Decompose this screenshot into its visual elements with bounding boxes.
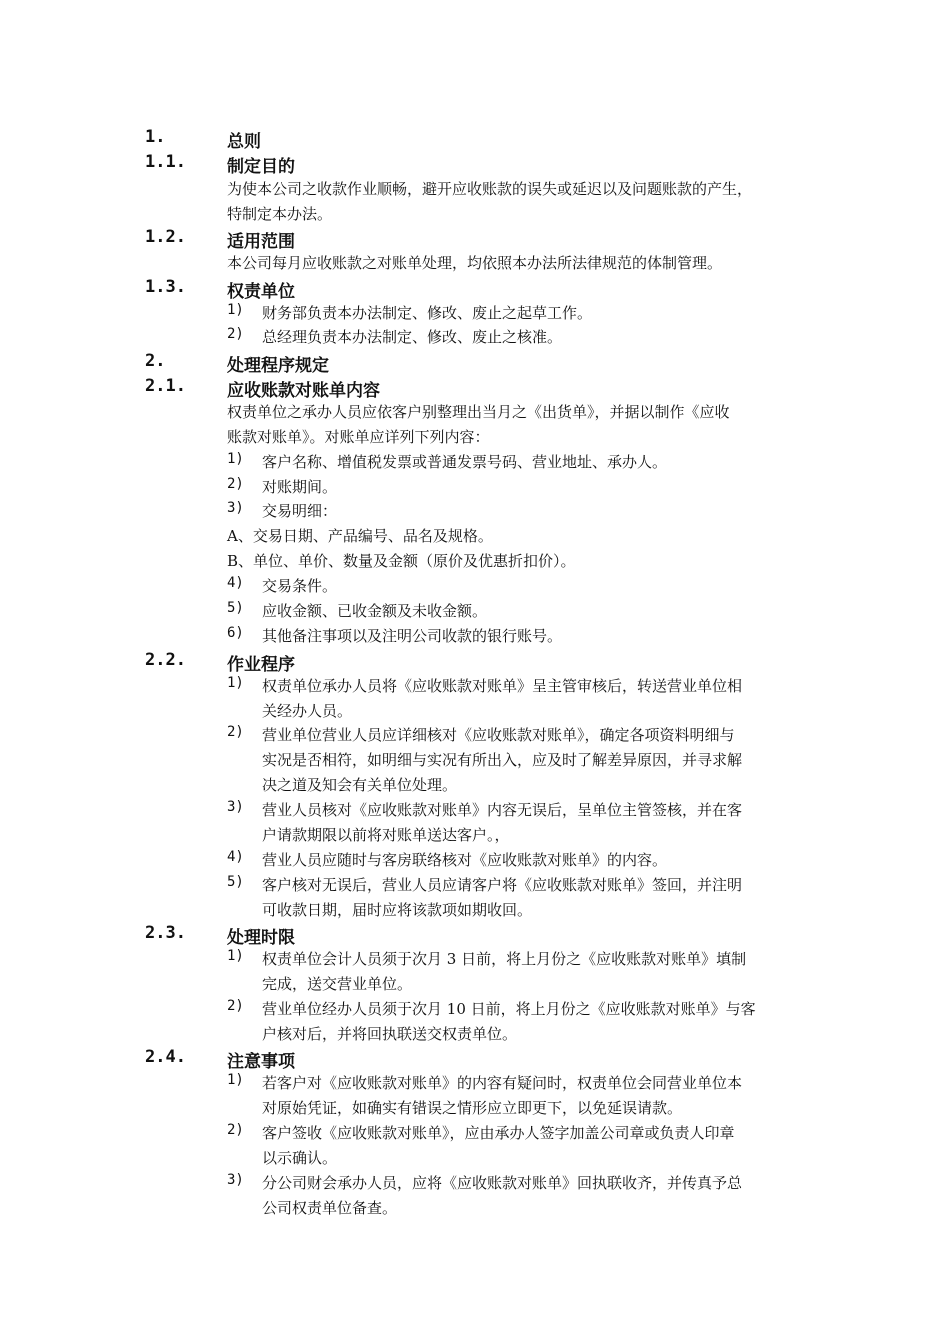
list-marker: 1) — [227, 451, 244, 467]
section-number: 1. — [145, 127, 166, 147]
list-marker: 2) — [227, 724, 244, 740]
list-item-text: 完成，送交营业单位。 — [262, 975, 413, 993]
list-item-text: 客户名称、增值税发票或普通发票号码、营业地址、承办人。 — [262, 453, 668, 471]
section-number: 1.3. — [145, 277, 186, 297]
list-item-text: 总经理负责本办法制定、修改、废止之核准。 — [262, 328, 563, 346]
paragraph-text: 为使本公司之收款作业顺畅，避开应收账款的误失或延迟以及问题账款的产生， — [227, 180, 753, 198]
paragraph-text: 账款对账单》。对账单应详列下列内容： — [227, 428, 490, 446]
section-number: 1.2. — [145, 227, 186, 247]
list-marker: 2) — [227, 476, 244, 492]
sub-item-text: A、交易日期、产品编号、品名及规格。 — [227, 527, 493, 545]
section-title: 处理程序规定 — [227, 356, 329, 376]
list-item-text: 财务部负责本办法制定、修改、废止之起草工作。 — [262, 304, 593, 322]
section-number: 2.3. — [145, 923, 186, 943]
list-item-text: 以示确认。 — [262, 1149, 338, 1167]
list-item-text: 对原始凭证，如确实有错误之情形应立即更下，以免延误请款。 — [262, 1099, 683, 1117]
list-item-text: 关经办人员。 — [262, 702, 353, 720]
list-marker: 1) — [227, 675, 244, 691]
section-number: 1.1. — [145, 152, 186, 172]
section-title: 制定目的 — [227, 157, 295, 177]
list-item-text: 营业人员核对《应收账款对账单》内容无误后，呈单位主管签核，并在客 — [262, 801, 743, 819]
list-item-text: 应收金额、已收金额及未收金额。 — [262, 602, 488, 620]
section-number: 2.4. — [145, 1047, 186, 1067]
list-marker: 1) — [227, 1072, 244, 1088]
section-title: 适用范围 — [227, 232, 295, 252]
list-marker: 6) — [227, 625, 244, 641]
list-item-text: 营业单位营业人员应详细核对《应收账款对账单》，确定各项资料明细与 — [262, 726, 735, 744]
list-item-text: 权责单位会计人员须于次月 3 日前，将上月份之《应收账款对账单》填制 — [262, 950, 747, 968]
list-item-text: 户请款期限以前将对账单送达客户。， — [262, 826, 510, 844]
list-item-text: 权责单位承办人员将《应收账款对账单》呈主管审核后，转送营业单位相 — [262, 677, 743, 695]
list-marker: 2) — [227, 1122, 244, 1138]
section-number: 2. — [145, 351, 166, 371]
list-item-text: 客户核对无误后，营业人员应请客户将《应收账款对账单》签回，并注明 — [262, 876, 743, 894]
section-title: 总则 — [227, 132, 261, 152]
list-marker: 3) — [227, 799, 244, 815]
list-marker: 2) — [227, 998, 244, 1014]
list-marker: 4) — [227, 575, 244, 591]
section-title: 权责单位 — [227, 282, 295, 302]
list-item-text: 公司权责单位备查。 — [262, 1199, 398, 1217]
list-marker: 5) — [227, 600, 244, 616]
list-item-text: 若客户对《应收账款对账单》的内容有疑问时，权责单位会同营业单位本 — [262, 1074, 743, 1092]
list-item-text: 决之道及知会有关单位处理。 — [262, 776, 458, 794]
list-item-text: 营业人员应随时与客房联络核对《应收账款对账单》的内容。 — [262, 851, 668, 869]
section-title: 处理时限 — [227, 928, 295, 948]
sub-item-text: B、单位、单价、数量及金额（原价及优惠折扣价）。 — [227, 552, 576, 570]
section-title: 应收账款对账单内容 — [227, 381, 380, 401]
list-marker: 4) — [227, 849, 244, 865]
paragraph-text: 权责单位之承办人员应依客户别整理出当月之《出货单》，并据以制作《应收 — [227, 403, 730, 421]
list-item-text: 对账期间。 — [262, 478, 338, 496]
list-marker: 5) — [227, 874, 244, 890]
list-item-text: 实况是否相符，如明细与实况有所出入，应及时了解差异原因，并寻求解 — [262, 751, 743, 769]
section-title: 注意事项 — [227, 1052, 295, 1072]
paragraph-text: 特制定本办法。 — [227, 205, 333, 223]
list-item-text: 交易明细： — [262, 502, 338, 520]
list-item-text: 营业单位经办人员须于次月 10 日前，将上月份之《应收账款对账单》与客 — [262, 1000, 756, 1018]
list-item-text: 户核对后，并将回执联送交权责单位。 — [262, 1025, 518, 1043]
list-marker: 1) — [227, 302, 244, 318]
list-item-text: 分公司财会承办人员，应将《应收账款对账单》回执联收齐，并传真予总 — [262, 1174, 743, 1192]
list-marker: 1) — [227, 948, 244, 964]
list-marker: 3) — [227, 1172, 244, 1188]
section-title: 作业程序 — [227, 655, 295, 675]
list-item-text: 客户签收《应收账款对账单》，应由承办人签字加盖公司章或负责人印章 — [262, 1124, 735, 1142]
list-item-text: 可收款日期，届时应将该款项如期收回。 — [262, 901, 533, 919]
list-marker: 3) — [227, 500, 244, 516]
list-item-text: 交易条件。 — [262, 577, 338, 595]
list-marker: 2) — [227, 326, 244, 342]
paragraph-text: 本公司每月应收账款之对账单处理，均依照本办法所法律规范的体制管理。 — [227, 254, 723, 272]
list-item-text: 其他备注事项以及注明公司收款的银行账号。 — [262, 627, 563, 645]
section-number: 2.2. — [145, 650, 186, 670]
section-number: 2.1. — [145, 376, 186, 396]
